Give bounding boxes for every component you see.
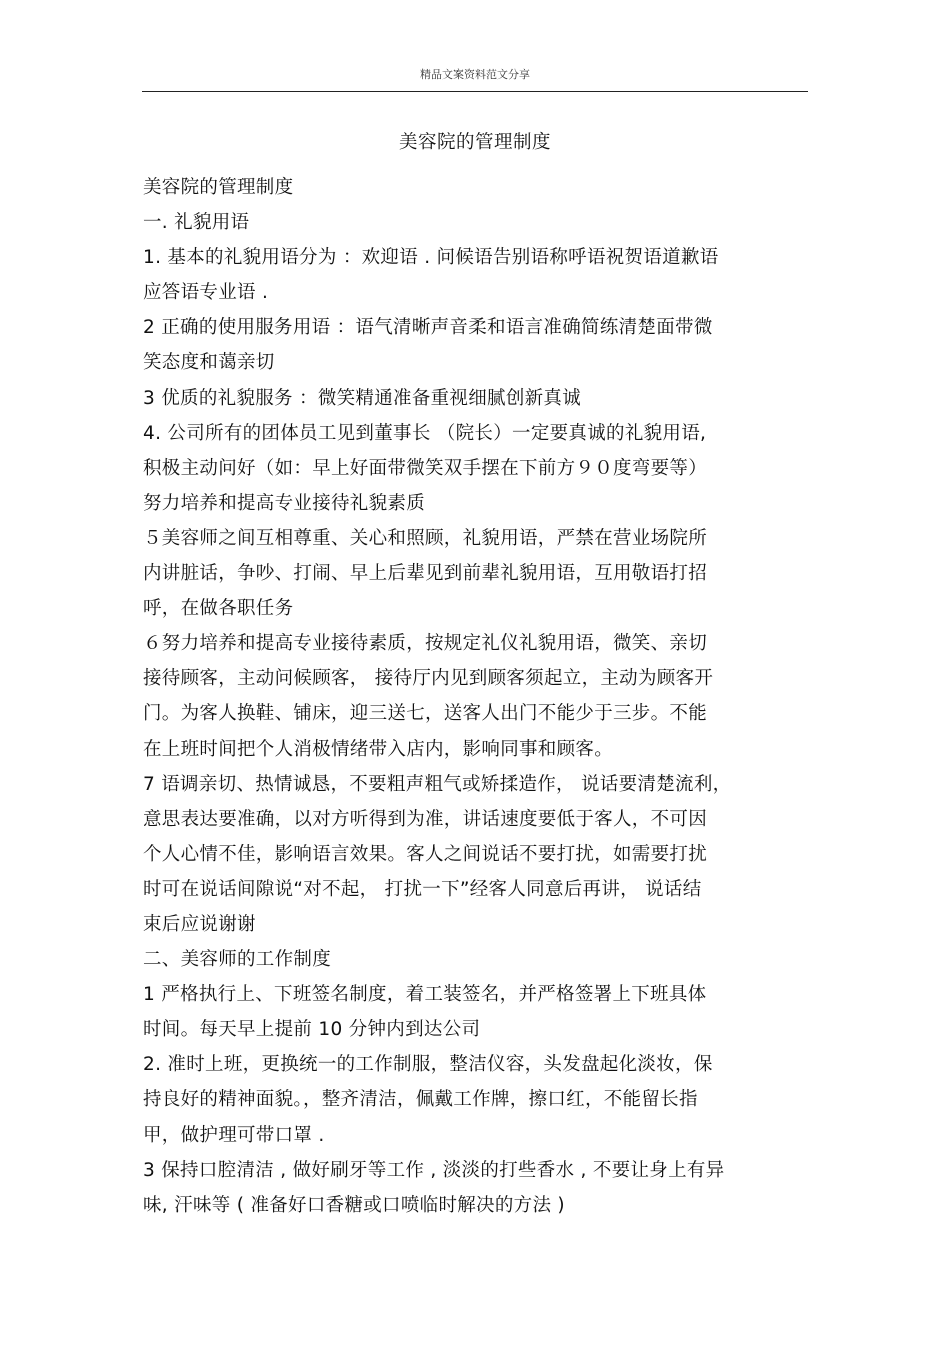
body-line: 内讲脏话，争吵、打闹、早上后辈见到前辈礼貌用语，互用敬语打招 bbox=[143, 563, 708, 585]
body-line: 美容院的管理制度 bbox=[143, 177, 294, 198]
body-line: 努力培养和提高专业接待礼貌素质 bbox=[143, 492, 426, 514]
body-line: 时可在说话间隙说“对不起， 打扰一下”经客人同意后再讲， 说话结 bbox=[143, 878, 702, 900]
body-line: 束后应说谢谢 bbox=[143, 913, 256, 935]
page-header: 精品文案资料范文分享 bbox=[420, 68, 530, 81]
body-line: 在上班时间把个人消极情绪带入店内，影响同事和顾客。 bbox=[143, 738, 614, 760]
body-line: 积极主动问好（如：早上好面带微笑双手摆在下前方９０度弯要等） bbox=[143, 457, 708, 479]
body-line: 3 优质的礼貌服务 ：微笑精通准备重视细腻创新真诚 bbox=[143, 387, 582, 409]
body-line: 4. 公司所有的团体员工见到董事长 （院长）一定要真诚的礼貌用语, bbox=[143, 422, 707, 444]
body-line: 个人心情不佳，影响语言效果。客人之间说话不要打扰，如需要打扰 bbox=[143, 843, 708, 865]
body-line: 持良好的精神面貌。，整齐清洁，佩戴工作牌，擦口红，不能留长指 bbox=[143, 1089, 698, 1111]
document-body bbox=[143, 170, 823, 1223]
body-line: 2 正确的使用服务用语 ：语气清晰声音柔和语言准确简练清楚面带微 bbox=[143, 317, 713, 339]
body-line: ５美容师之间互相尊重、关心和照顾，礼貌用语，严禁在营业场院所 bbox=[143, 527, 708, 549]
body-line: 1. 基本的礼貌用语分为 ：欢迎语 . 问候语告别语称呼语祝贺语道歉语 bbox=[143, 247, 719, 269]
body-line: 甲，做护理可带口罩 . bbox=[143, 1124, 325, 1146]
body-line: 7 语调亲切、热情诚恳，不要粗声粗气或矫揉造作， 说话要清楚流利， bbox=[143, 773, 732, 795]
document-title: 美容院的管理制度 bbox=[398, 132, 551, 153]
body-line: 时间。每天早上提前 10 分钟内到达公司 bbox=[143, 1019, 481, 1041]
body-line: 1 严格执行上、下班签名制度，着工装签名，并严格签署上下班具体 bbox=[143, 984, 707, 1006]
body-line: 接待顾客，主动问候顾客， 接待厅内见到顾客须起立，主动为顾客开 bbox=[143, 668, 714, 690]
body-line: 一. 礼貌用语 bbox=[143, 212, 250, 234]
body-line: 二、美容师的工作制度 bbox=[143, 949, 332, 971]
body-line: 门。为客人换鞋、铺床，迎三送七，送客人出门不能少于三步。不能 bbox=[143, 703, 708, 725]
header-divider bbox=[142, 91, 808, 92]
body-line: 3 保持口腔清洁 , 做好刷牙等工作 , 淡淡的打些香水 , 不要让身上有异 bbox=[143, 1159, 725, 1181]
body-line: ６努力培养和提高专业接待素质，按规定礼仪礼貌用语，微笑、亲切 bbox=[143, 633, 708, 655]
body-line: 应答语专业语 . bbox=[143, 282, 269, 304]
body-line: 2. 准时上班，更换统一的工作制服，整洁仪容，头发盘起化淡妆，保 bbox=[143, 1054, 713, 1076]
body-line: 味, 汗味等 ( 准备好口香糖或口喷临时解决的方法 ) bbox=[143, 1194, 565, 1216]
body-line: 笑态度和蔼亲切 bbox=[143, 352, 275, 374]
body-line: 呼，在做各职任务 bbox=[143, 598, 294, 620]
body-line: 意思表达要准确，以对方听得到为准，讲话速度要低于客人，不可因 bbox=[143, 808, 708, 830]
